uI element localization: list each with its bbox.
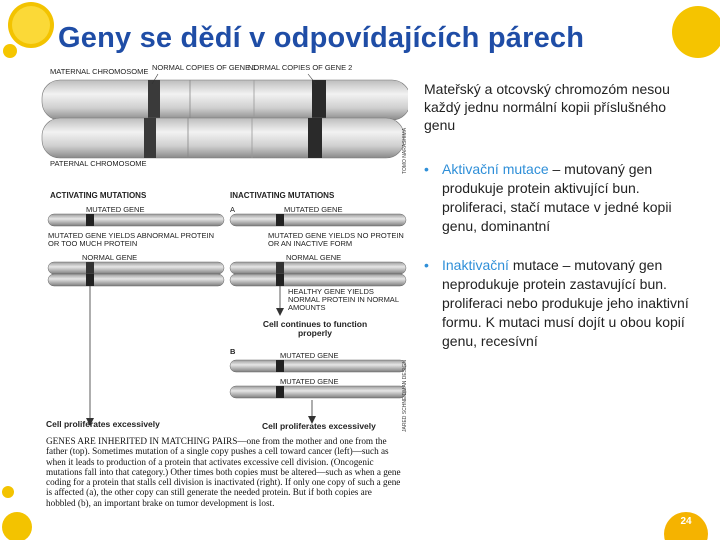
decor-circle-top-left	[8, 2, 54, 48]
credit-top: TOMO NARASHIMA	[402, 127, 408, 174]
figure-caption	[46, 436, 402, 508]
bullet-text: mutace – mutovaný gen neprodukuje protein zastavující bun. proliferaci nebo produkuje jeho inaktivní formu. K mutaci musí dojít u obou kopií genu, recesívní	[442, 257, 689, 349]
bullet-text: – mutovaný gen produkuje protein aktivující bun. proliferaci, stačí mutace v jedné kopii genu, dominantní	[442, 161, 672, 234]
bullet-dot-icon: •	[424, 257, 429, 273]
label-mutated-gene-right: MUTATED GENE	[284, 205, 343, 214]
label-normal-gene-right: NORMAL GENE	[286, 253, 342, 262]
decor-circle-bottom-left-small	[2, 486, 14, 498]
label-normal-gene-2: NORMAL COPIES OF GENE 2	[248, 63, 353, 72]
bullet-highlight: Aktivační mutace	[442, 161, 549, 177]
bullet-inactivating	[424, 256, 694, 351]
chromosome-figure	[40, 62, 408, 520]
label-normal-gene-1: NORMAL COPIES OF GENE 1	[152, 63, 257, 72]
label-activating-yields: MUTATED GENE YIELDS ABNORMAL PROTEIN OR TOO MUCH PROTEIN	[48, 231, 215, 248]
label-maternal: MATERNAL CHROMOSOME	[50, 67, 149, 76]
heading-activating: ACTIVATING MUTATIONS	[50, 191, 147, 200]
label-mutated-gene-left: MUTATED GENE	[86, 205, 145, 214]
maternal-chromosome	[42, 80, 408, 120]
caption-lead: GENES ARE INHERITED IN MATCHING PAIRS	[46, 436, 238, 446]
bullet-highlight: Inaktivační	[442, 257, 509, 273]
label-mutated-gene-b2: MUTATED GENE	[280, 377, 339, 386]
intro-text: Mateřský a otcovský chromozóm nesou každý jednu normální kopii příslušného genu	[424, 81, 670, 133]
paternal-chromosome	[42, 118, 404, 158]
label-paternal: PATERNAL CHROMOSOME	[50, 159, 147, 168]
bullet-activating	[424, 160, 694, 236]
label-mutated-gene-b1: MUTATED GENE	[280, 351, 339, 360]
label-cell-continues: Cell continues to function properly	[262, 319, 368, 338]
label-healthy-yields: HEALTHY GENE YIELDS NORMAL PROTEIN IN NORMAL AMOUNTS	[288, 287, 399, 312]
decor-circle-top-right	[672, 6, 720, 58]
page-number: 24	[680, 516, 692, 527]
label-normal-gene-left: NORMAL GENE	[82, 253, 138, 262]
bullet-dot-icon: •	[424, 161, 429, 177]
label-proliferates-left: Cell proliferates excessively	[46, 419, 160, 429]
heading-inactivating: INACTIVATING MUTATIONS	[230, 191, 335, 200]
label-proliferates-right: Cell proliferates excessively	[262, 421, 376, 431]
letter-a: A	[230, 205, 236, 214]
caption-body: —one from the mother and one from the father (top). Sometimes mutation of a single copy pushes a cell toward cancer (left)—such as when it leads to production of a protein that activates excessive cell division. (Oncogenic mutations fall into that category.) Other times both copies must be altered—such as when a gene coding for a protein that stalls cell division is inactivated (right). If only one copy of such a gene is affected (a), the other copy can still generate the needed protein. But if both copies are hobbled (b), an important brake on tumor development is lost.	[46, 436, 401, 508]
decor-circle-top-left-small	[3, 44, 17, 58]
letter-b: B	[230, 347, 236, 356]
label-inactivating-yields: MUTATED GENE YIELDS NO PROTEIN OR AN INACTIVE FORM	[268, 231, 404, 248]
decor-circle-bottom-left	[2, 512, 32, 540]
slide-title: Geny se dědí v odpovídajících párech	[58, 22, 585, 54]
credit-bottom: JARED SCHNEIDMAN DESIGN	[402, 360, 408, 432]
